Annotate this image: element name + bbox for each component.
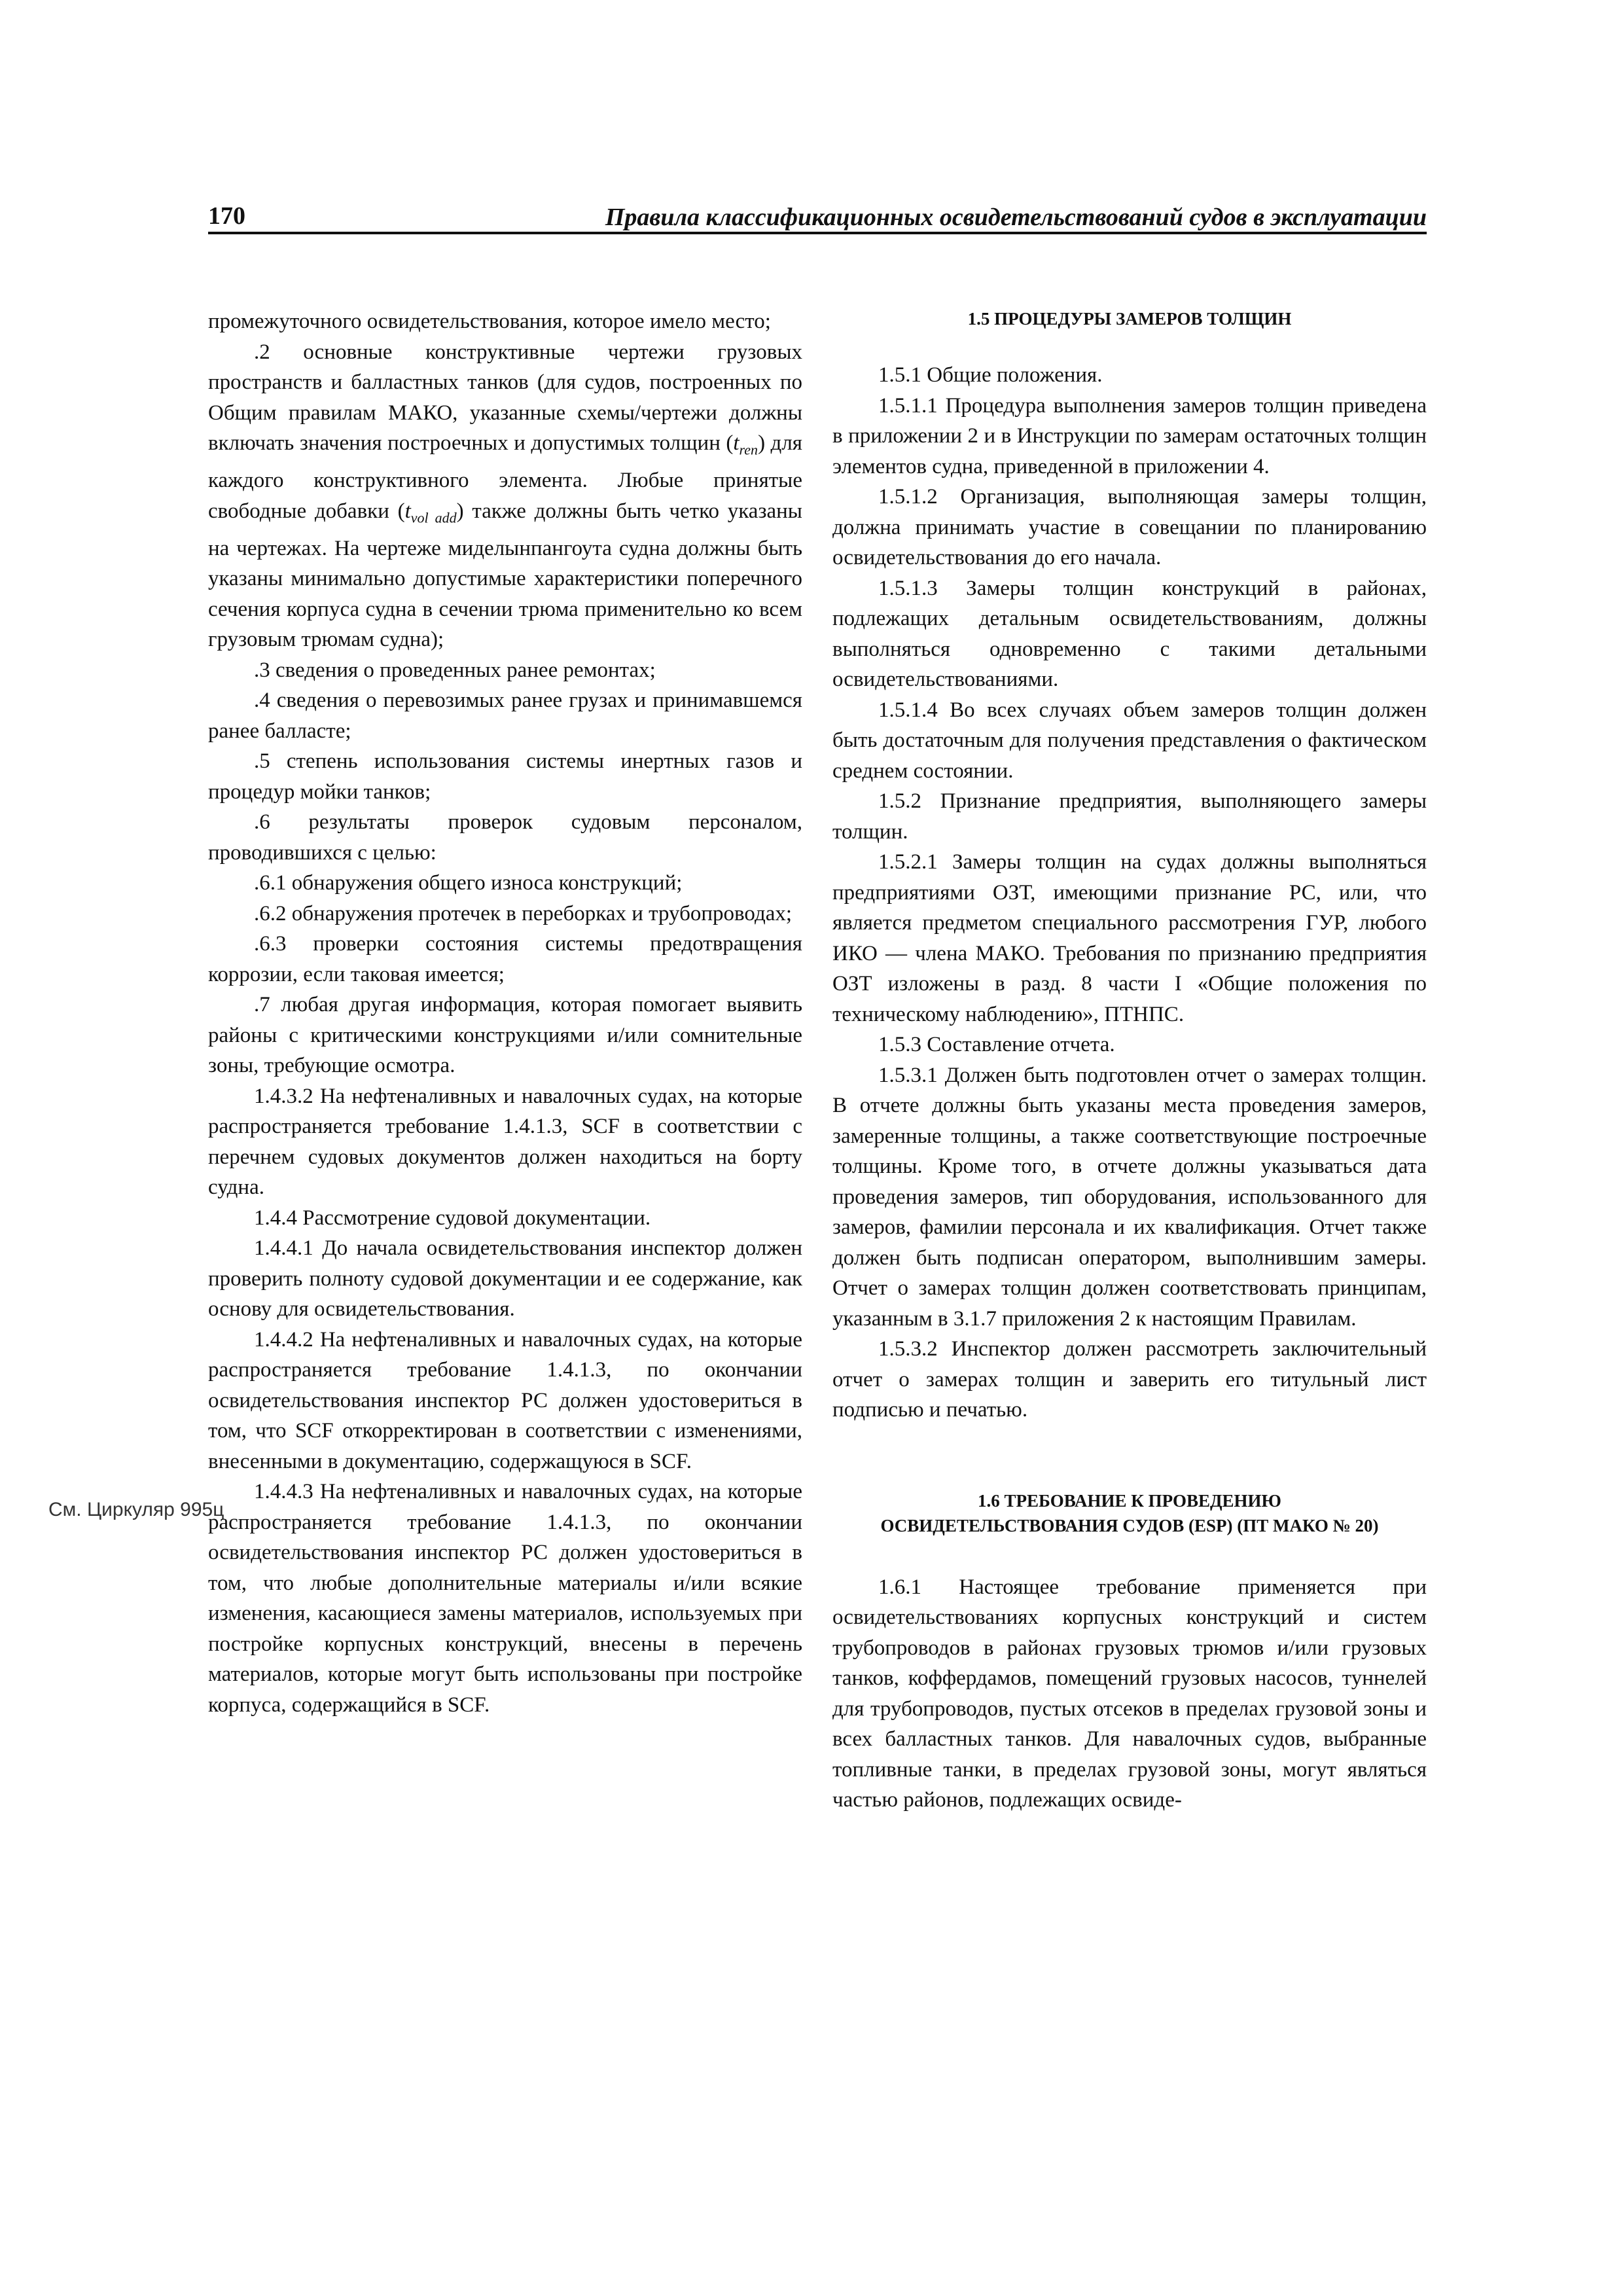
section-heading-line2: ОСВИДЕТЕЛЬСТВОВАНИЯ СУДОВ (ESP) (ПТ МАКО № 20) <box>880 1515 1379 1535</box>
paragraph: 1.4.4.2 На нефтеналивных и навалочных судах, на которые распространяется требование 1.4.1.3, по окончании освидетельствования инспектор РС должен удостовериться в том, что SCF откорректирован в соответствии с изменениями, внесенными в документацию, содержащуюся в SCF. <box>208 1327 802 1473</box>
paragraph: 1.5.2.1 Замеры толщин на судах должны выполняться предприятиями ОЗТ, имеющими признание РС, или, что является предметом специального рассмотрения ГУР, любого ИКО — члена МАКО. Требования по признанию предприятия ОЗТ изложены в разд. 8 части I «Общие положения по техническому наблюдению», ПТНПС. <box>832 850 1427 1026</box>
paragraph: 1.5.3.1 Должен быть подготовлен отчет о замерах толщин. В отчете должны быть указаны места проведения замеров, замеренные толщины, а также соответствующие построечные толщины. Кроме того, в отчете должны указываться дата проведения замеров, тип оборудования, использованного для замеров, фамилии персонала и их квалификация. Отчет также должен быть подписан оператором, выполнившим замеры. Отчет о замерах толщин должен соответствовать принципам, указанным в 3.1.7 приложения 2 к настоящим Правилам. <box>832 1063 1427 1331</box>
subsection-heading: 1.5.3 Составление отчета. <box>878 1033 1115 1056</box>
paragraph: .2 основные конструктивные чертежи грузовых пространств и балластных танков (для судов, построенных по Общим правилам МАКО, указанные схемы/чертежи должны включать значения построечных и допустимых толщин $(t_{ren})$ для каждого конструктивного элемента. Любые принятые свободные добавки $(t_{vol add})$ также должны быть четко указаны на чертежах. На чертеже миделынпангоута судна должны быть указаны минимально допустимые характеристики поперечного сечения корпуса судна в сечении трюма применительно ко всем грузовым трюмам судна); <box>208 340 802 652</box>
paragraph: .3 сведения о проведенных ранее ремонтах; <box>254 658 656 682</box>
paragraph: 1.4.4.1 До начала освидетельствования инспектор должен проверить полноту судовой документации и ее содержание, как основу для освидетельствования. <box>208 1236 802 1321</box>
section-heading: 1.4.4 Рассмотрение судовой документации. <box>254 1206 651 1230</box>
paragraph: 1.4.4.3 На нефтеналивных и навалочных судах, на которые распространяется требование 1.4.1.3, по окончании освидетельствования инспектор РС должен удостовериться в том, что любые дополнительные материалы и/или всякие изменения, касающиеся замены материалов, используемых при постройке корпусных конструкций, внесены в перечень материалов, которые могут быть использованы при постройке корпуса, содержащийся в SCF. <box>208 1480 802 1717</box>
paragraph: .7 любая другая информация, которая помогает выявить районы с критическими конструкциями и/или сомнительные зоны, требующие осмотра. <box>208 993 802 1078</box>
right-column <box>832 306 1427 1816</box>
section-heading: 1.5 ПРОЦЕДУРЫ ЗАМЕРОВ ТОЛЩИН <box>967 309 1292 329</box>
margin-note: См. Циркуляр 995ц <box>48 1499 224 1520</box>
paragraph: .4 сведения о перевозимых ранее грузах и принимавшемся ранее балласте; <box>208 689 802 743</box>
paragraph: промежуточного освидетельствования, которое имело место; <box>208 310 771 333</box>
running-title: Правила классификационных освидетельствований судов в эксплуатации <box>605 204 1427 231</box>
section-heading: 1.6 ТРЕБОВАНИЕ К ПРОВЕДЕНИЮ <box>978 1490 1281 1511</box>
paragraph: 1.5.1.3 Замеры толщин конструкций в районах, подлежащих детальным освидетельствованиям, должны выполняться одновременно с такими детальными освидетельствованиями. <box>832 576 1427 691</box>
paragraph: .6 результаты проверок судовым персоналом, проводившихся с целью: <box>208 810 802 865</box>
paragraph: 1.4.3.2 На нефтеналивных и навалочных судах, на которые распространяется требование 1.4.1.3, SCF в соответствии с перечнем судовых документов должен находиться на борту судна. <box>208 1084 802 1200</box>
left-column <box>208 306 802 1720</box>
paragraph: .6.3 проверки состояния системы предотвращения коррозии, если таковая имеется; <box>208 932 802 986</box>
page-header <box>208 202 1427 232</box>
paragraph: 1.5.1.2 Организация, выполняющая замеры толщин, должна принимать участие в совещании по планированию освидетельствования до его начала. <box>832 485 1427 569</box>
paragraph: 1.5.3.2 Инспектор должен рассмотреть заключительный отчет о замерах толщин и заверить его титульный лист подписью и печатью. <box>832 1337 1427 1422</box>
paragraph: .6.2 обнаружения протечек в переборках и трубопроводах; <box>254 901 793 925</box>
paragraph: 1.5.1.1 Процедура выполнения замеров толщин приведена в приложении 2 и в Инструкции по замерам остаточных толщин элементов судна, приведенной в приложении 4. <box>832 393 1427 478</box>
page-number: 170 <box>208 202 245 230</box>
subsection-heading: 1.5.2 Признание предприятия, выполняющего замеры толщин. <box>832 789 1427 844</box>
paragraph: .6.1 обнаружения общего износа конструкций; <box>254 871 683 895</box>
paragraph: .5 степень использования системы инертных газов и процедур мойки танков; <box>208 749 802 804</box>
paragraph: 1.6.1 Настоящее требование применяется при освидетельствованиях корпусных конструкций и систем трубопроводов в районах грузовых трюмов и/или грузовых танков, коффердамов, помещений грузовых насосов, туннелей для трубопроводов, пустых отсеков в пределах грузовой зоны и всех балластных танков. Для навалочных судов, выбранные топливные танки, в пределах грузовой зоны, могут являться частью районов, подлежащих освиде- <box>832 1575 1427 1812</box>
paragraph: 1.5.1.4 Во всех случаях объем замеров толщин должен быть достаточным для получения представления о фактическом среднем состоянии. <box>832 698 1427 783</box>
subsection-heading: 1.5.1 Общие положения. <box>878 363 1103 387</box>
header-rule <box>208 232 1427 234</box>
